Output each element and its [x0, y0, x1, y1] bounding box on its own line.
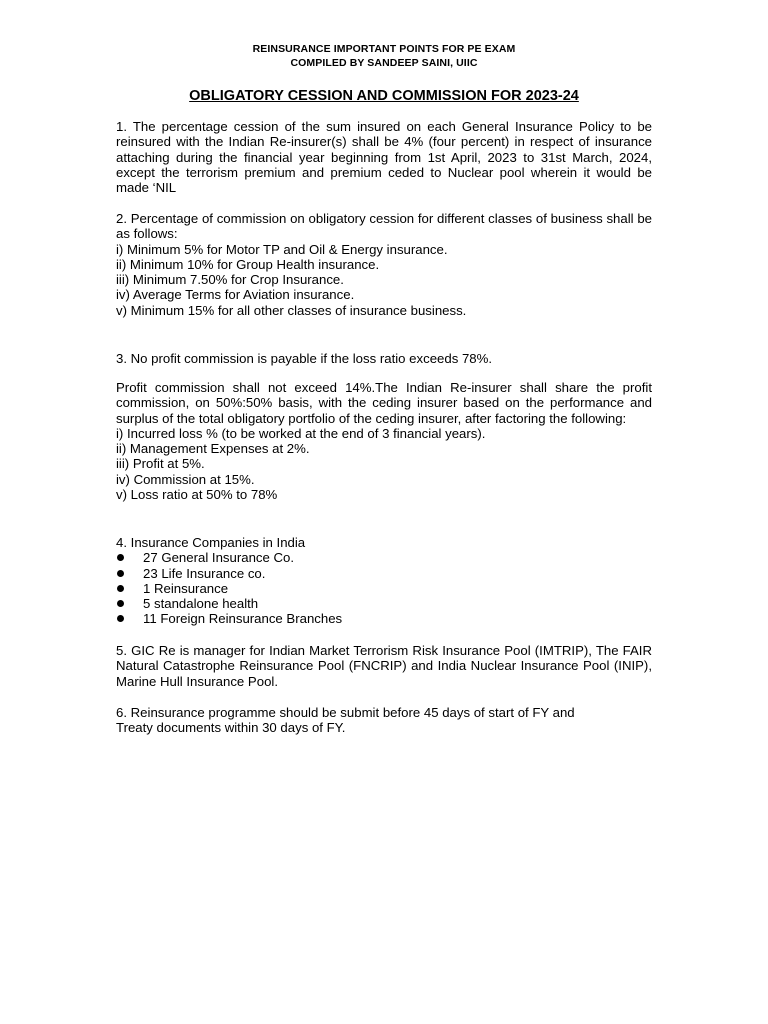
section-6: [116, 705, 652, 736]
profit-factor-item: iii) Profit at 5%.: [116, 456, 205, 472]
page-title: OBLIGATORY CESSION AND COMMISSION FOR 2023-24: [189, 88, 579, 104]
bullet-icon: [117, 600, 124, 607]
header-line-2: COMPILED BY SANDEEP SAINI, UIIC: [290, 57, 478, 69]
section-1-paragraph: 1. The percentage cession of the sum insured on each General Insurance Policy to be reinsured with the Indian Re-insurer(s) shall be 4% (four percent) in respect of insurance attaching during the financial year beginning from 1st April, 2023 to 31st March, 2024, except the terrorism premium and premium ceded to Nuclear pool wherein it would be made ‘NIL: [116, 119, 652, 196]
profit-factor-item: i) Incurred loss % (to be worked at the end of 3 financial years).: [116, 425, 486, 441]
profit-factor-item: iv) Commission at 15%.: [116, 471, 255, 487]
section-2-item: iv) Average Terms for Aviation insurance.: [116, 287, 355, 303]
section-5-paragraph: 5. GIC Re is manager for Indian Market Terrorism Risk Insurance Pool (IMTRIP), The FAIR Natural Catastrophe Reinsurance Pool (FNCRIP) and India Nuclear Insurance Pool (INIP), Marine Hull Insurance Pool.: [116, 643, 652, 689]
section-2-item: v) Minimum 15% for all other classes of insurance business.: [116, 302, 467, 318]
list-item-text: 27 General Insurance Co.: [143, 550, 295, 566]
list-item: [116, 581, 652, 596]
list-item-text: 5 standalone health: [143, 596, 259, 612]
section-2-intro: 2. Percentage of commission on obligatory cession for different classes of business shall be as follows:: [116, 211, 652, 242]
section-3-profit: [116, 380, 652, 502]
list-item-text: 1 Reinsurance: [143, 580, 229, 596]
section-4: [116, 535, 652, 627]
header-line-1: REINSURANCE IMPORTANT POINTS FOR PE EXAM: [252, 43, 516, 55]
section-2: [116, 211, 652, 318]
list-item: [116, 611, 652, 626]
list-item-text: 23 Life Insurance co.: [143, 565, 266, 581]
bullet-icon: [117, 554, 124, 561]
section-2-item: iii) Minimum 7.50% for Crop Insurance.: [116, 272, 344, 288]
bullet-icon: [117, 570, 124, 577]
section-6-line-2: Treaty documents within 30 days of FY.: [116, 720, 346, 736]
list-item: [116, 550, 652, 565]
section-2-item: i) Minimum 5% for Motor TP and Oil & Energy insurance.: [116, 241, 448, 257]
profit-commission-paragraph: Profit commission shall not exceed 14%.The Indian Re-insurer shall share the profit commission, on 50%:50% basis, with the ceding insurer based on the performance and surplus of the total obligatory portfolio of the ceding insurer, after factoring the following:: [116, 380, 652, 426]
section-6-line-1: 6. Reinsurance programme should be submit before 45 days of start of FY and: [116, 705, 575, 720]
section-3-statement: 3. No profit commission is payable if the loss ratio exceeds 78%.: [116, 351, 493, 366]
list-item: [116, 566, 652, 581]
section-2-item: ii) Minimum 10% for Group Health insurance.: [116, 256, 380, 272]
profit-factor-item: v) Loss ratio at 50% to 78%: [116, 487, 278, 503]
list-item: [116, 596, 652, 611]
bullet-icon: [117, 615, 124, 622]
section-4-heading: 4. Insurance Companies in India: [116, 535, 306, 550]
bullet-icon: [117, 585, 124, 592]
list-item-text: 11 Foreign Reinsurance Branches: [143, 611, 343, 627]
profit-factor-item: ii) Management Expenses at 2%.: [116, 441, 310, 457]
